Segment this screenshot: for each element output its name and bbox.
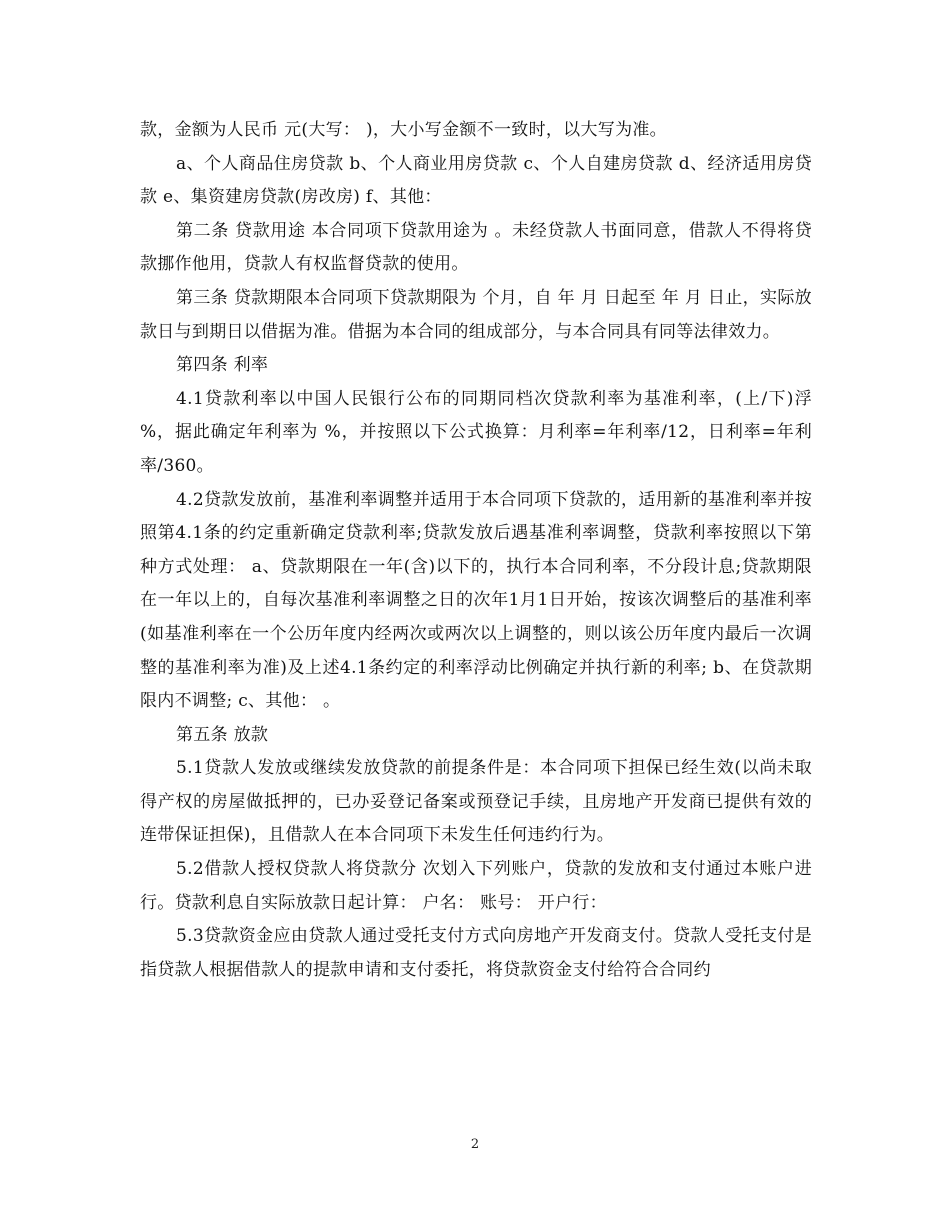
paragraph-article-3-term: 第三条 贷款期限本合同项下贷款期限为 个月，自 年 月 日起至 年 月 日止，实际放款日与到期日以借据为准。借据为本合同的组成部分，与本合同具有同等法律效力。 bbox=[140, 287, 812, 342]
paragraph-4-1-interest-rate: 4.1贷款利率以中国人民银行公布的同期同档次贷款利率为基准利率，(上/下)浮 %，据此确定年利率为 %，并按照以下公式换算：月利率=年利率/12，日利率=年利率/360。 bbox=[140, 388, 812, 476]
paragraph-article-2-purpose: 第二条 贷款用途 本合同项下贷款用途为 。未经贷款人书面同意，借款人不得将贷款挪作他用，贷款人有权监督贷款的使用。 bbox=[140, 220, 812, 275]
paragraph-4-2-rate-adjustment: 4.2贷款发放前，基准利率调整并适用于本合同项下贷款的，适用新的基准利率并按照第4.1条的约定重新确定贷款利率;贷款发放后遇基准利率调整，贷款利率按照以下第 种方式处理： a、贷款期限在一年(含)以下的，执行本合同利率，不分段计息;贷款期限在一年以上的，自每次基准利率调整之日的次年1月1日开始，按该次调整后的基准利率(如基准利率在一个公历年度内经两次或两次以上调整的，则以该公历年度内最后一次调整的基准利率为准)及上述4.1条约定的利率浮动比例确定并执行新的利率; b、在贷款期限内不调整; c、其他： 。 bbox=[140, 489, 812, 712]
paragraph-5-3-entrusted-payment: 5.3贷款资金应由贷款人通过受托支付方式向房地产开发商支付。贷款人受托支付是指贷款人根据借款人的提款申请和支付委托，将贷款资金支付给符合合同约 bbox=[140, 926, 812, 980]
document-body bbox=[140, 114, 812, 987]
paragraph-5-2-account: 5.2借款人授权贷款人将贷款分 次划入下列账户，贷款的发放和支付通过本账户进行。贷款利息自实际放款日起计算： 户名： 账号： 开户行： bbox=[140, 859, 812, 913]
paragraph-amount-clause: 款，金额为人民币 元(大写： )，大小写金额不一致时，以大写为准。 bbox=[140, 120, 667, 140]
heading-article-5-disbursement: 第五条 放款 bbox=[176, 724, 269, 745]
page-number: 2 bbox=[470, 1137, 480, 1152]
paragraph-5-1-preconditions: 5.1贷款人发放或继续发放贷款的前提条件是：本合同项下担保已经生效(以尚未取得产权的房屋做抵押的，已办妥登记备案或预登记手续，且房地产开发商已提供有效的连带保证担保)，且借款人在本合同项下未发生任何违约行为。 bbox=[140, 758, 812, 846]
paragraph-loan-types: a、个人商品住房贷款 b、个人商业用房贷款 c、个人自建房贷款 d、经济适用房贷款 e、集资建房贷款(房改房) f、其他： bbox=[140, 153, 812, 208]
heading-article-4-interest: 第四条 利率 bbox=[176, 355, 269, 376]
